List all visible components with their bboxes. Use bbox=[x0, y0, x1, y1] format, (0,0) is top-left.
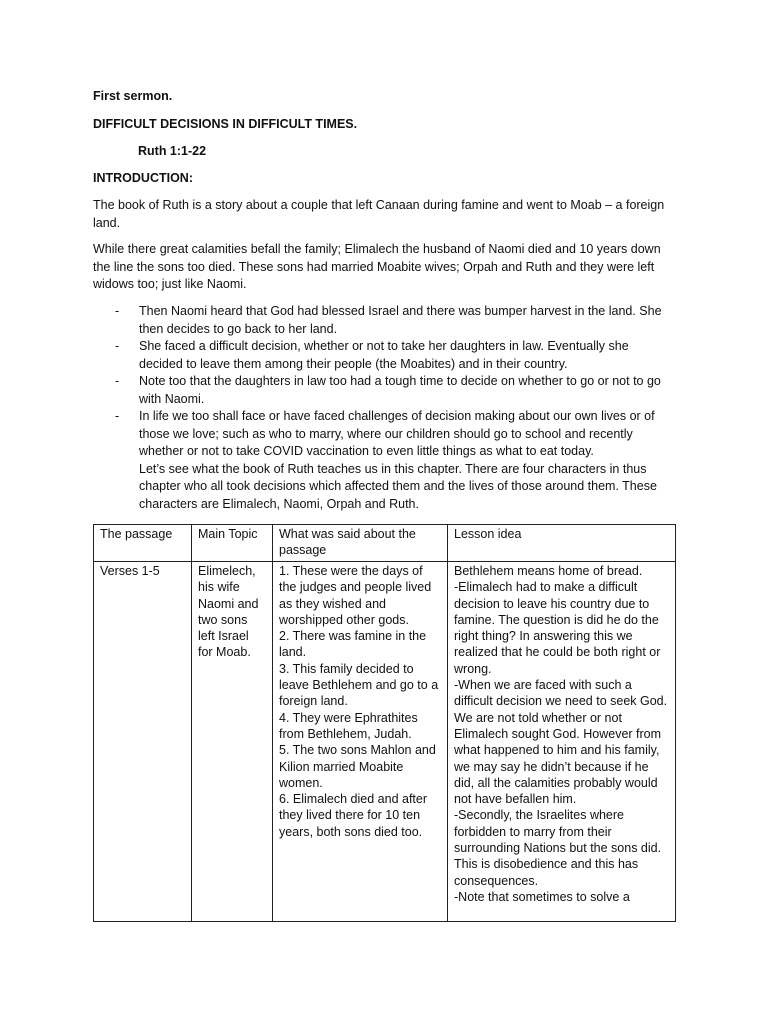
said-point: 3. This family decided to leave Bethlehem and go to a foreign land. bbox=[279, 661, 439, 709]
bullet-continuation: Let’s see what the book of Ruth teaches us in this chapter. There are four characters in thus chapter who all took decisions which affected them and the lives of those around them. These characters are Elimalech, Naomi, Orpah and Ruth. bbox=[139, 461, 657, 511]
cell-lesson-idea bbox=[448, 562, 676, 922]
table-header-row bbox=[94, 525, 676, 562]
sermon-heading: DIFFICULT DECISIONS IN DIFFICULT TIMES. bbox=[93, 117, 358, 131]
said-point: 4. They were Ephrathites from Bethlehem, Judah. bbox=[279, 710, 418, 741]
lesson-point: -When we are faced with such a difficult decision we need to seek God. We are not told whether or not Elimalech sought God. However from what happened to him and his family, we may say he didn’t because if he did, all the calamities probably would not have befallen him. bbox=[454, 678, 668, 807]
cell-passage: Verses 1-5 bbox=[94, 562, 192, 922]
header-passage: The passage bbox=[94, 525, 192, 562]
lesson-point: -Note that sometimes to solve a bbox=[454, 889, 630, 904]
table-row bbox=[94, 562, 676, 922]
bullet-item: - She faced a difficult decision, whether or not to take her daughters in law. Eventually she decided to leave them among their people (the Moabites) and in their country. bbox=[115, 339, 629, 371]
lesson-point: -Elimalech had to make a difficult decision to leave his country due to famine. The question is did he do the right thing? In answering this we realized that he could be both right or wrong. bbox=[454, 580, 661, 676]
intro-heading: INTRODUCTION: bbox=[93, 171, 193, 185]
said-point: 1. These were the days of the judges and people lived as they wished and worshipped other gods. bbox=[279, 564, 432, 627]
said-point: 6. Elimalech died and after they lived there for 10 ten years, both sons died too. bbox=[279, 792, 428, 839]
scripture-reference: Ruth 1:1-22 bbox=[138, 144, 207, 158]
document-title: First sermon. bbox=[93, 89, 173, 103]
intro-paragraph-2: While there great calamities befall the family; Elimalech the husband of Naomi died and 10 years down the line the sons too died. These sons had married Moabite wives; Orpah and Ruth and they were left widows too; just like Naomi. bbox=[93, 242, 661, 291]
dash-marker: - bbox=[115, 304, 120, 318]
cell-what-said bbox=[273, 562, 448, 922]
bullet-list bbox=[93, 303, 673, 513]
intro-paragraph-1: The book of Ruth is a story about a couple that left Canaan during famine and went to Moab – a foreign land. bbox=[93, 198, 665, 230]
bullet-item: - In life we too shall face or have faced challenges of decision making about our own lives or of those we love; such as who to marry, where our children should go to school and recently whether or not to take COVID vaccination to even little things as what to eat today. Let’s see what the book of Ruth teaches us in this chapter. There are four characters in thus chapter who all took decisions which affected them and the lives of those around them. These characters are Elimalech, Naomi, Orpah and Ruth. bbox=[93, 408, 673, 513]
cell-topic: Elimelech, his wife Naomi and two sons left Israel for Moab. bbox=[192, 562, 273, 922]
dash-marker: - bbox=[115, 374, 120, 388]
passage-table bbox=[93, 524, 676, 922]
said-point: 2. There was famine in the land. bbox=[279, 629, 427, 660]
lesson-point: -Secondly, the Israelites where forbidden to marry from their surrounding Nations but the sons did. This is disobedience and this has consequences. bbox=[454, 808, 662, 888]
dash-marker: - bbox=[115, 339, 120, 353]
header-what-said: What was said about the passage bbox=[273, 525, 448, 562]
said-point: 5. The two sons Mahlon and Kilion married Moabite women. bbox=[279, 743, 436, 790]
lesson-point: Bethlehem means home of bread. bbox=[454, 564, 643, 578]
header-lesson-idea: Lesson idea bbox=[448, 525, 676, 562]
bullet-item: - Note too that the daughters in law too had a tough time to decide on whether to go or not to go with Naomi. bbox=[115, 374, 661, 406]
bullet-item: - Then Naomi heard that God had blessed Israel and there was bumper harvest in the land. She then decides to go back to her land. bbox=[115, 304, 662, 336]
header-main-topic: Main Topic bbox=[192, 525, 273, 562]
dash-marker: - bbox=[115, 409, 120, 423]
